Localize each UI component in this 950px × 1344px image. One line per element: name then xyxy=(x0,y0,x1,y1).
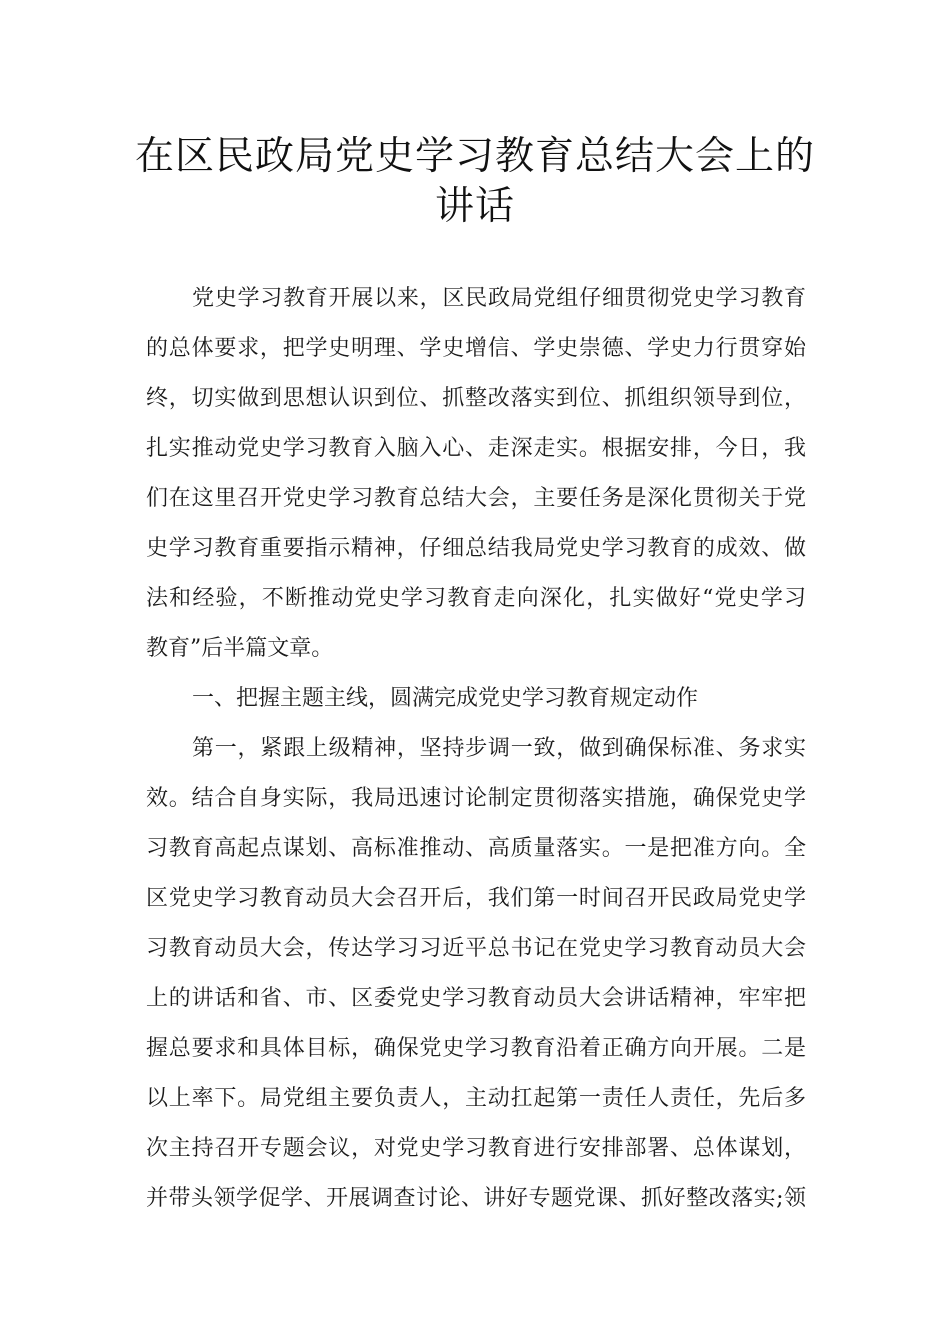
paragraph-line: 们在这里召开党史学习教育总结大会，主要任务是深化贯彻关于党 xyxy=(146,486,806,511)
paragraph-line: 效。结合自身实际，我局迅速讨论制定贯彻落实措施，确保党史学 xyxy=(146,786,806,811)
paragraph-line: 史学习教育重要指示精神，仔细总结我局党史学习教育的成效、做 xyxy=(146,536,806,561)
document-title-line-1: 在区民政局党史学习教育总结大会上的 xyxy=(134,134,815,179)
paragraph-line: 教育”后半篇文章。 xyxy=(146,636,334,661)
paragraph-line: 的总体要求，把学史明理、学史增信、学史崇德、学史力行贯穿始 xyxy=(146,336,806,361)
paragraph-line: 次主持召开专题会议，对党史学习教育进行安排部署、总体谋划， xyxy=(146,1136,806,1161)
paragraph-line: 握总要求和具体目标，确保党史学习教育沿着正确方向开展。二是 xyxy=(146,1036,806,1061)
paragraph-line: 终，切实做到思想认识到位、抓整改落实到位、抓组织领导到位， xyxy=(146,386,806,411)
paragraph-line: 习教育动员大会，传达学习习近平总书记在党史学习教育动员大会 xyxy=(146,936,806,961)
section-heading: 一、把握主题主线，圆满完成党史学习教育规定动作 xyxy=(192,686,699,711)
paragraph-line: 法和经验，不断推动党史学习教育走向深化，扎实做好“党史学习 xyxy=(146,586,806,611)
paragraph-line: 第一，紧跟上级精神，坚持步调一致，做到确保标准、务求实 xyxy=(192,736,806,761)
paragraph-line: 区党史学习教育动员大会召开后，我们第一时间召开民政局党史学 xyxy=(146,886,806,911)
paragraph-line: 上的讲话和省、市、区委党史学习教育动员大会讲话精神，牢牢把 xyxy=(146,986,806,1011)
document-title-line-2: 讲话 xyxy=(434,184,515,229)
paragraph-line: 习教育高起点谋划、高标准推动、高质量落实。一是把准方向。全 xyxy=(146,836,806,861)
paragraph-line: 扎实推动党史学习教育入脑入心、走深走实。根据安排，今日，我 xyxy=(146,436,806,461)
paragraph-line: 并带头领学促学、开展调查讨论、讲好专题党课、抓好整改落实;领 xyxy=(146,1186,806,1211)
paragraph-line: 以上率下。局党组主要负责人，主动扛起第一责任人责任，先后多 xyxy=(146,1086,806,1111)
paragraph-line: 党史学习教育开展以来，区民政局党组仔细贯彻党史学习教育 xyxy=(192,286,806,311)
